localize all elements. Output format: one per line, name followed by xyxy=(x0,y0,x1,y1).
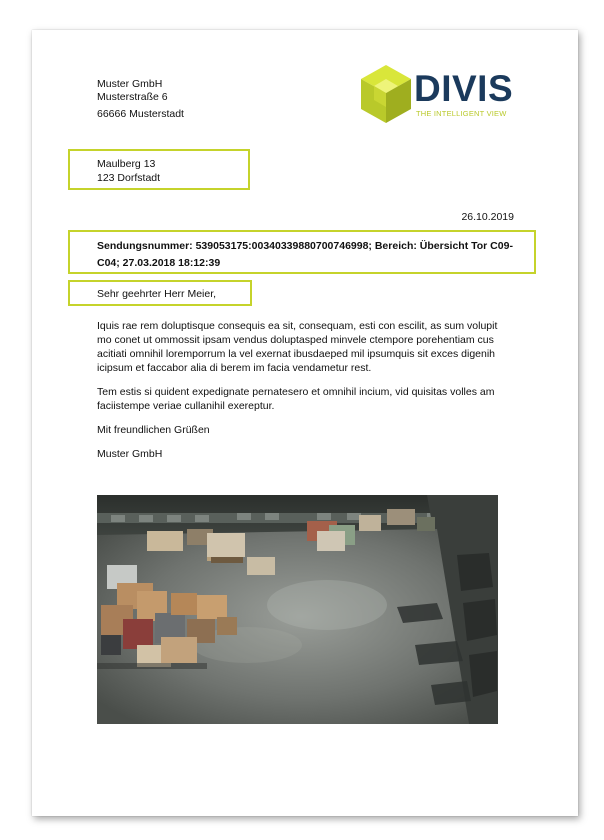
logo-tagline: THE INTELLIGENT VIEW xyxy=(416,109,507,118)
sender-city: 66666 Musterstadt xyxy=(97,108,184,120)
paragraph: Iquis rae rem doluptisque consequis ea sit, consequam, esti con escilit, as sum volupit mo conet ut ommossit ipsam vendus doluptasped minvele ctempore porehentiam cus acitiati omnihil loremporrum la vel exernat ibusdaeped mil ipsumquis sit exces digenih icipsum et faccabor alia di berem im facia vendametur rest. xyxy=(97,320,498,374)
cube-logo-icon xyxy=(358,63,414,125)
salutation: Sehr geehrter Herr Meier, xyxy=(97,288,217,300)
sender-company: Muster GmbH xyxy=(97,78,163,90)
letter-body xyxy=(97,319,507,471)
signature: Muster GmbH xyxy=(97,448,163,460)
recipient-address-box xyxy=(68,149,250,190)
letter-page xyxy=(32,30,578,816)
logo-wordmark: DIVIS xyxy=(414,68,514,109)
subject-line-box xyxy=(68,230,536,274)
paragraph: Tem estis si quident expedignate pernatesero et omnihil incium, vid quisitas volles am faciistempe veriae cullanihil exereptur. xyxy=(97,386,495,412)
recipient-street: Maulberg 13 xyxy=(97,158,156,170)
recipient-city: 123 Dorfstadt xyxy=(97,172,161,184)
subject-line: Sendungsnummer: 539053175:00340339880700746998; Bereich: Übersicht Tor C09-C04; 27.03.2018 18:12:39 xyxy=(97,240,513,269)
warehouse-camera-image xyxy=(97,495,498,724)
divis-logo xyxy=(358,63,522,125)
sender-street: Musterstraße 6 xyxy=(97,91,168,103)
closing: Mit freundlichen Grüßen xyxy=(97,424,210,436)
sender-address xyxy=(97,78,184,121)
salutation-box xyxy=(68,280,252,306)
letter-date: 26.10.2019 xyxy=(461,211,514,223)
